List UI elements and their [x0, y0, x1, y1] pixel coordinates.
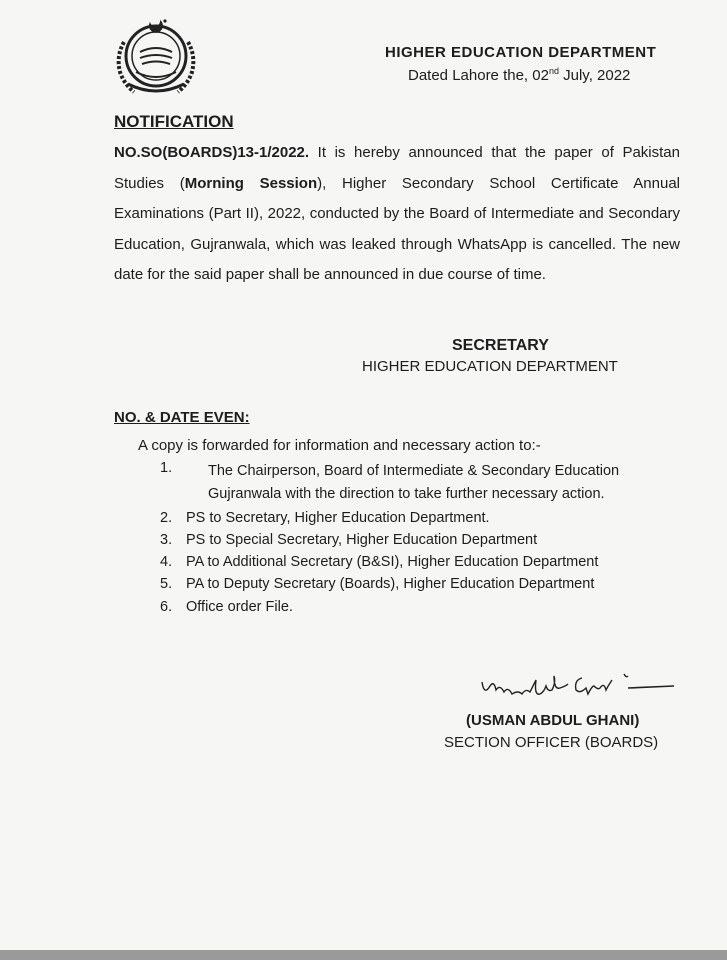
dated-line [408, 66, 630, 84]
list-item-number: 3. [160, 532, 173, 548]
list-item-text: PS to Secretary, Higher Education Department. [186, 510, 490, 526]
dated-ordinal: nd [548, 66, 559, 76]
list-item-number: 6. [160, 599, 173, 615]
list-item [160, 576, 594, 592]
list-item-line: The Chairperson, Board of Intermediate & Secondary Education [208, 463, 620, 479]
punjab-government-emblem-icon [106, 12, 206, 98]
bottom-bar [0, 950, 727, 960]
list-item [160, 532, 537, 548]
list-item-text [208, 460, 619, 506]
handwritten-signature [478, 672, 678, 702]
session-label: Morning Session [184, 174, 318, 192]
list-item [160, 510, 490, 526]
list-item-line: Gujranwala with the direction to take further necessary action. [208, 486, 605, 502]
date-even-heading: NO. & DATE EVEN: [114, 409, 250, 426]
secretary-title: SECRETARY [452, 337, 549, 354]
list-item-number: 1. [160, 460, 173, 476]
body-text-2: ), Higher Secondary School Certificate Annual Examinations (Part II), 2022, conducted by the Board of Intermediate and Secondary Education, Gujranwala, which was leaked through WhatsApp is cancelled. The new date for the said paper shall be announced in due course of time. [114, 174, 681, 283]
list-item-number: 5. [160, 576, 173, 592]
notification-heading: NOTIFICATION [114, 112, 234, 131]
reference-number: NO.SO(BOARDS)13-1/2022. [114, 144, 310, 161]
list-item-number: 2. [160, 510, 173, 526]
body-text-1: It is hereby announced that the paper of Pakistan Studies ( [114, 144, 680, 192]
notification-body [114, 138, 680, 291]
department-title: HIGHER EDUCATION DEPARTMENT [385, 44, 657, 61]
signatory-designation: SECTION OFFICER (BOARDS) [444, 734, 659, 751]
list-item [160, 554, 598, 570]
dated-suffix: July, 2022 [558, 67, 631, 84]
list-item-number: 4. [160, 554, 173, 570]
list-item-text: PA to Deputy Secretary (Boards), Higher Education Department [186, 576, 595, 592]
list-item-text: PS to Special Secretary, Higher Education Department [186, 532, 538, 548]
signatory-name: (USMAN ABDUL GHANI) [466, 712, 640, 729]
list-item [160, 599, 293, 615]
distribution-intro: A copy is forwarded for information and necessary action to:- [138, 437, 541, 454]
list-item-text: PA to Additional Secretary (B&SI), Higher Education Department [186, 554, 599, 570]
dated-prefix: Dated Lahore the, 02 [408, 67, 549, 84]
list-item [160, 460, 619, 506]
secretary-department: HIGHER EDUCATION DEPARTMENT [362, 358, 618, 375]
list-item-text: Office order File. [186, 599, 293, 615]
